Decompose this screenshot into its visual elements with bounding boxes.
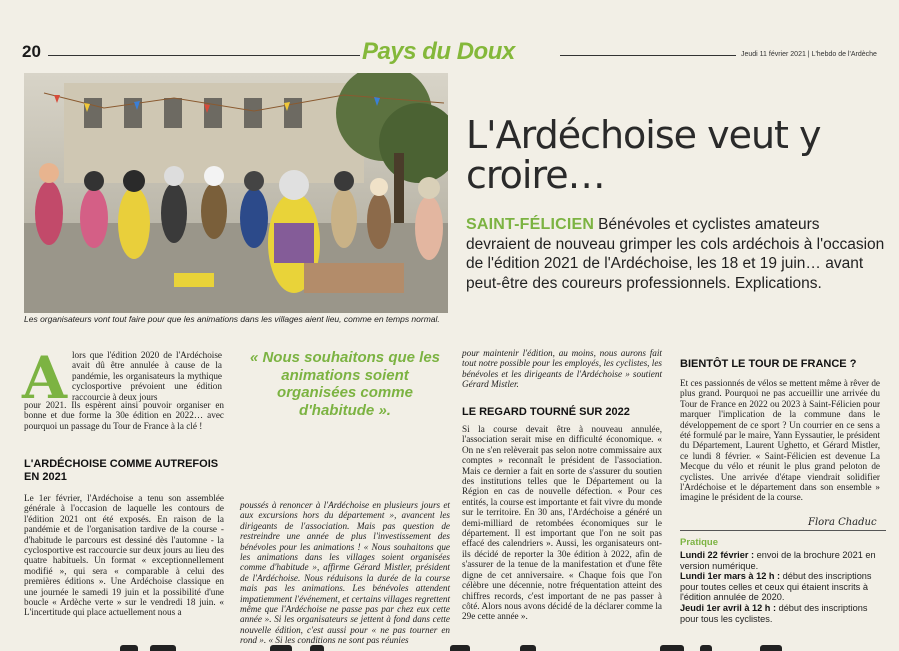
subhead-ardechoise-2021: L'ARDÉCHOISE COMME AUTREFOIS EN 2021 — [24, 458, 219, 483]
intro-paragraph: lors que l'édition 2020 de l'Ardéchoise avait dû être annulée à cause de la pandémie, les organisateurs la mythique cyclosportive prévoient une édition raccourcie à deux jours — [72, 350, 222, 402]
practical-box-list — [680, 550, 886, 624]
header-rule-right — [560, 55, 736, 56]
practical-box-rule — [680, 530, 886, 531]
intro-paragraph-continued: pour 2021. Ils espèrent ainsi pouvoir organiser en bonne et due forme la 30e édition en 2022… avec pourquoi un passage du Tour de France à la clé ! — [24, 400, 224, 431]
practical-item-label: Lundi 22 février : — [680, 550, 755, 560]
issue-info: Jeudi 11 février 2021 | L'hebdo de l'Ardèche — [741, 51, 877, 58]
practical-box-title: Pratique — [680, 537, 719, 548]
practical-item — [680, 603, 886, 624]
page-number: 20 — [22, 42, 41, 61]
header-rule-left — [48, 55, 360, 56]
practical-item-text: envoi de la brochure 2021 en version numérique. — [680, 550, 876, 571]
subhead-tour-de-france: BIENTÔT LE TOUR DE FRANCE ? — [680, 358, 857, 370]
practical-item — [680, 571, 886, 603]
column3-top-text: pour maintenir l'édition, au moins, nous aurons fait tout notre possible pour les employés, les cyclistes, les bénévoles et les dirigeants de l'Ardéchoise » soutient Gérard Mistler. — [462, 348, 662, 390]
column1-text: Le 1er février, l'Ardéchoise a tenu son assemblée générale à l'occasion de laquelle les contours de l'édition 2021 ont été exposés. En raison de la pandémie et de l'organisation tardive de la course - d'habitude le parcours est dessiné dès l'automne - la cyclosportive est raccourcie sur deux jours au lieu des quatre habituels. Un format « exceptionnellement modifié », qui sera « comparable à celui des premières éditions ». Une Ardéchoise classique en une journée le samedi 19 juin et la possibilité d'une boucle « Ardèche verte » sur le vendredi 18 juin. « L'incertitude qui place actuellement nous a — [24, 493, 224, 618]
next-article-headline-cutoff — [60, 640, 880, 651]
practical-item-text: début des inscriptions pour toutes celles et ceux qui étaient inscrits à l'édition annulée de 2020. — [680, 571, 872, 603]
column3-text: Si la course devait être à nouveau annulée, l'association serait mise en difficulté économique. « On ne s'en relèverait pas selon notre commissaire aux comptes » reconnaît le président de l'association. Mais ce dernier a fait en sorte de s'assurer du soutien des institutions telles que le Département ou la Région en cas de nouvelle défection. « Pour ces entités, la course est importante et fait vivre du monde sur le territoire. En 30 ans, l'Ardéchoise a généré un demi-milliard de retombées économiques sur le département. Il est important que l'on ne soit pas effacé des calendriers ». Aussi, les organisateurs ont-ils décidé de reporter la 30e édition à 2022, afin de s'assurer de la tenue de la manifestation et d'une fête digne de cet anniversaire. « Chaque fois que l'on célèbre une décennie, notre fréquentation atteint des chiffres records, c'est important de ne pas passer à côté. Alors nous avons décidé de la déclarer comme la 29e cette année ». — [462, 424, 662, 622]
column4-text: Et ces passionnés de vélos se mettent même à rêver de plus grand. Pourquoi ne pas accueillir une arrivée du Tour de France en 2022 ou 2023 à Saint-Félicien pour marquer l'implication de la commune dans le développement de ce sport ? Un courrier en ce sens a été formulé par le maire, Yann Eyssautier, le président du Département, Laurent Ughetto, et Gérard Mistler, ce lundi 8 février. « Saint-Félicien est devenue La Mecque du vélo et réunit le plus grand peloton de cyclistes. Une arrivée d'étape viendrait solidifier l'Ardéchoise et le département dans son ensemble » imagine le président de la course. — [680, 378, 881, 503]
author-signature: Flora Chaduc — [808, 517, 877, 528]
drop-cap: A — [22, 344, 68, 412]
practical-item-label: Lundi 1er mars à 12 h : — [680, 571, 781, 582]
article-photo — [24, 73, 448, 313]
practical-item — [680, 550, 886, 571]
column2-text: poussés à renoncer à l'Ardéchoise en plusieurs jours et aux excursions hors du département », avancent les dirigeants de l'association. Mais pas question de restreindre une année de plus l'investissement des bénévoles pour les animations ! « Nous souhaitons que les animations dans les villages soient organisées comme d'habitude », affirme Gérard Mistler, président de l'Ardéchoise. Nous réduisons la durée de la course mais pas les animations. Les bénévoles attendent impatiemment l'événement, et certains villages regrettent même que l'Ardéchoise ne passe pas par chez eux cette année ». Si les organisateurs se jettent à fond dans cette nouvelle édition, c'est aussi pour « ne pas tourner en rond ». « Si les conditions ne sont pas réunies — [240, 500, 450, 646]
article-lead — [466, 215, 886, 293]
lead-kicker: SAINT-FÉLICIEN — [466, 216, 595, 233]
section-title: Pays du Doux — [362, 38, 515, 65]
practical-item-label: Jeudi 1er avril à 12 h : — [680, 602, 777, 613]
cyclists-photo-illustration — [24, 73, 448, 313]
photo-caption: Les organisateurs vont tout faire pour que les animations dans les villages aient lieu, comme en temps normal. — [24, 314, 440, 324]
subhead-regard-2022: LE REGARD TOURNÉ SUR 2022 — [462, 406, 630, 418]
practical-item-text: début des inscriptions pour tous les cyclistes. — [680, 602, 868, 624]
pull-quote: « Nous souhaitons que les animations soient organisées comme d'habitude ». — [249, 349, 441, 419]
article-headline: L'Ardéchoise veut y croire… — [466, 113, 821, 197]
lead-text: Bénévoles et cyclistes amateurs devraient de nouveau grimper les cols ardéchois à l'occasion de l'édition 2021 de l'Ardéchoise, les 18 et 19 juin… avant peut-être des coureurs professionnels. Explications. — [466, 216, 885, 292]
